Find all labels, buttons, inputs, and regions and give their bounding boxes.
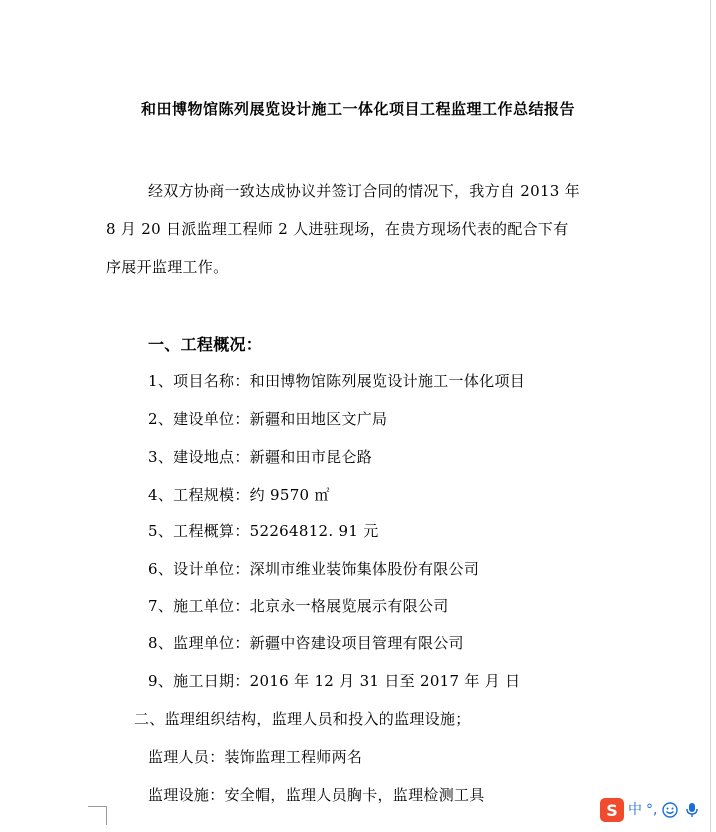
section2-heading: 二、监理组织结构，监理人员和投入的监理设施； — [134, 710, 471, 728]
ime-logo-icon[interactable]: S — [600, 798, 624, 822]
ime-punct-toggle[interactable]: °, — [646, 802, 658, 818]
microphone-icon[interactable] — [683, 801, 701, 819]
emoji-icon[interactable] — [661, 801, 679, 819]
ime-toolbar[interactable] — [600, 796, 712, 824]
overview-item: 2、建设单位：新疆和田地区文广局 — [148, 410, 388, 428]
document-title: 和田博物馆陈列展览设计施工一体化项目工程监理工作总结报告 — [140, 100, 575, 118]
overview-item: 7、施工单位：北京永一格展览展示有限公司 — [148, 597, 449, 615]
facilities-line: 监理设施：安全帽，监理人员胸卡，监理检测工具 — [148, 786, 485, 804]
ime-mode-toggle[interactable]: 中 — [628, 802, 642, 818]
overview-item: 9、施工日期：2016 年 12 月 31 日至 2017 年 月 日 — [148, 672, 521, 690]
intro-line-2: 8 月 20 日派监理工程师 2 人进驻现场，在贵方现场代表的配合下有 — [106, 220, 569, 238]
overview-item: 1、项目名称：和田博物馆陈列展览设计施工一体化项目 — [148, 372, 526, 390]
overview-item: 8、监理单位：新疆中咨建设项目管理有限公司 — [148, 634, 464, 652]
margin-corner-mark — [88, 806, 107, 825]
overview-item: 3、建设地点：新疆和田市昆仑路 — [148, 448, 373, 466]
staff-line: 监理人员：装饰监理工程师两名 — [148, 748, 363, 766]
overview-item: 5、工程概算：52264812. 91 元 — [148, 522, 379, 540]
overview-item: 4、工程规模：约 9570 ㎡ — [148, 486, 330, 504]
section1-heading: 一、工程概况： — [148, 335, 263, 354]
intro-line-3: 序展开监理工作。 — [106, 258, 229, 276]
overview-item: 6、设计单位：深圳市维业装饰集体股份有限公司 — [148, 560, 480, 578]
page-edge-line — [710, 0, 711, 832]
intro-line-1: 经双方协商一致达成协议并签订合同的情况下，我方自 2013 年 — [148, 182, 581, 200]
